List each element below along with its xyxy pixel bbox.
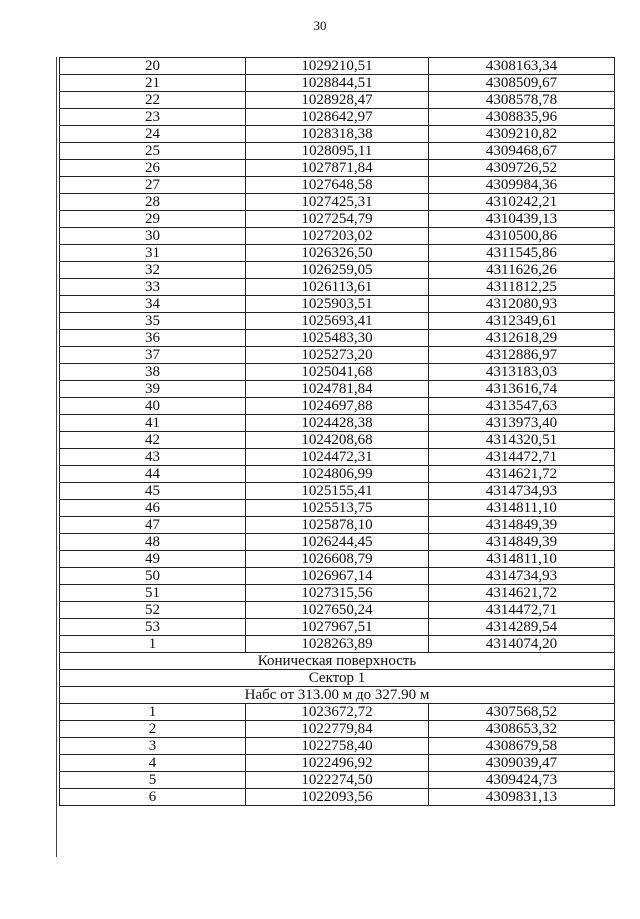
x-coordinate-cell: 1027254,79 — [246, 211, 429, 228]
table-row — [60, 619, 615, 636]
point-number-cell: 28 — [60, 194, 246, 211]
table-row — [60, 636, 615, 653]
y-coordinate-cell: 4312349,61 — [429, 313, 615, 330]
y-coordinate-cell: 4308163,34 — [429, 58, 615, 75]
point-number-cell: 5 — [60, 772, 246, 789]
point-number-cell: 27 — [60, 177, 246, 194]
x-coordinate-cell: 1027203,02 — [246, 228, 429, 245]
y-coordinate-cell: 4314849,39 — [429, 517, 615, 534]
x-coordinate-cell: 1022274,50 — [246, 772, 429, 789]
table-row — [60, 92, 615, 109]
point-number-cell: 39 — [60, 381, 246, 398]
point-number-cell: 1 — [60, 636, 246, 653]
point-number-cell: 32 — [60, 262, 246, 279]
y-coordinate-cell: 4314811,10 — [429, 551, 615, 568]
x-coordinate-cell: 1025273,20 — [246, 347, 429, 364]
table-row — [60, 500, 615, 517]
point-number-cell: 36 — [60, 330, 246, 347]
x-coordinate-cell: 1026259,05 — [246, 262, 429, 279]
y-coordinate-cell: 4314734,93 — [429, 483, 615, 500]
point-number-cell: 35 — [60, 313, 246, 330]
table-row — [60, 738, 615, 755]
y-coordinate-cell: 4314734,93 — [429, 568, 615, 585]
x-coordinate-cell: 1022758,40 — [246, 738, 429, 755]
x-coordinate-cell: 1027315,56 — [246, 585, 429, 602]
y-coordinate-cell: 4312886,97 — [429, 347, 615, 364]
y-coordinate-cell: 4311545,86 — [429, 245, 615, 262]
y-coordinate-cell: 4310439,13 — [429, 211, 615, 228]
table-row — [60, 211, 615, 228]
point-number-cell: 48 — [60, 534, 246, 551]
table-row — [60, 789, 615, 806]
y-coordinate-cell: 4309726,52 — [429, 160, 615, 177]
y-coordinate-cell: 4313547,63 — [429, 398, 615, 415]
point-number-cell: 31 — [60, 245, 246, 262]
table-row — [60, 364, 615, 381]
y-coordinate-cell: 4313973,40 — [429, 415, 615, 432]
y-coordinate-cell: 4310500,86 — [429, 228, 615, 245]
point-number-cell: 29 — [60, 211, 246, 228]
section-title-row — [60, 653, 615, 670]
y-coordinate-cell: 4313616,74 — [429, 381, 615, 398]
table-row — [60, 534, 615, 551]
table-row — [60, 704, 615, 721]
point-number-cell: 47 — [60, 517, 246, 534]
point-number-cell: 37 — [60, 347, 246, 364]
point-number-cell: 50 — [60, 568, 246, 585]
x-coordinate-cell: 1028642,97 — [246, 109, 429, 126]
point-number-cell: 3 — [60, 738, 246, 755]
y-coordinate-cell: 4314289,54 — [429, 619, 615, 636]
table-row — [60, 109, 615, 126]
point-number-cell: 21 — [60, 75, 246, 92]
point-number-cell: 1 — [60, 704, 246, 721]
point-number-cell: 26 — [60, 160, 246, 177]
point-number-cell: 52 — [60, 602, 246, 619]
x-coordinate-cell: 1024428,38 — [246, 415, 429, 432]
table-row — [60, 313, 615, 330]
table-row — [60, 415, 615, 432]
y-coordinate-cell: 4308653,32 — [429, 721, 615, 738]
table-row — [60, 228, 615, 245]
x-coordinate-cell: 1027871,84 — [246, 160, 429, 177]
y-coordinate-cell: 4314472,71 — [429, 602, 615, 619]
x-coordinate-cell: 1026326,50 — [246, 245, 429, 262]
table-row — [60, 143, 615, 160]
x-coordinate-cell: 1029210,51 — [246, 58, 429, 75]
y-coordinate-cell: 4314849,39 — [429, 534, 615, 551]
table-row — [60, 177, 615, 194]
point-number-cell: 4 — [60, 755, 246, 772]
table-row — [60, 126, 615, 143]
x-coordinate-cell: 1028844,51 — [246, 75, 429, 92]
y-coordinate-cell: 4308835,96 — [429, 109, 615, 126]
x-coordinate-cell: 1027650,24 — [246, 602, 429, 619]
y-coordinate-cell: 4311626,26 — [429, 262, 615, 279]
point-number-cell: 22 — [60, 92, 246, 109]
table-row — [60, 466, 615, 483]
y-coordinate-cell: 4311812,25 — [429, 279, 615, 296]
y-coordinate-cell: 4309831,13 — [429, 789, 615, 806]
y-coordinate-cell: 4309984,36 — [429, 177, 615, 194]
y-coordinate-cell: 4313183,03 — [429, 364, 615, 381]
x-coordinate-cell: 1027648,58 — [246, 177, 429, 194]
table-row — [60, 585, 615, 602]
point-number-cell: 51 — [60, 585, 246, 602]
point-number-cell: 42 — [60, 432, 246, 449]
x-coordinate-cell: 1022496,92 — [246, 755, 429, 772]
point-number-cell: 49 — [60, 551, 246, 568]
point-number-cell: 20 — [60, 58, 246, 75]
table-row — [60, 194, 615, 211]
section-title: Коническая поверхность — [60, 653, 615, 670]
x-coordinate-cell: 1028318,38 — [246, 126, 429, 143]
y-coordinate-cell: 4308509,67 — [429, 75, 615, 92]
margin-rule — [56, 57, 57, 857]
table-row — [60, 245, 615, 262]
table-row — [60, 568, 615, 585]
table-row — [60, 296, 615, 313]
x-coordinate-cell: 1025903,51 — [246, 296, 429, 313]
table-row — [60, 58, 615, 75]
x-coordinate-cell: 1026967,14 — [246, 568, 429, 585]
table-row — [60, 381, 615, 398]
y-coordinate-cell: 4314074,20 — [429, 636, 615, 653]
point-number-cell: 53 — [60, 619, 246, 636]
point-number-cell: 44 — [60, 466, 246, 483]
y-coordinate-cell: 4312080,93 — [429, 296, 615, 313]
x-coordinate-cell: 1027425,31 — [246, 194, 429, 211]
table-row — [60, 347, 615, 364]
table-row — [60, 551, 615, 568]
y-coordinate-cell: 4314320,51 — [429, 432, 615, 449]
point-number-cell: 30 — [60, 228, 246, 245]
y-coordinate-cell: 4314472,71 — [429, 449, 615, 466]
x-coordinate-cell: 1026244,45 — [246, 534, 429, 551]
table-row — [60, 449, 615, 466]
coordinates-table-body-part1 — [60, 58, 615, 653]
x-coordinate-cell: 1026113,61 — [246, 279, 429, 296]
x-coordinate-cell: 1028095,11 — [246, 143, 429, 160]
coordinates-table-body-part2 — [60, 704, 615, 806]
x-coordinate-cell: 1024472,31 — [246, 449, 429, 466]
point-number-cell: 38 — [60, 364, 246, 381]
page-number: 30 — [313, 18, 327, 33]
table-row — [60, 772, 615, 789]
table-row — [60, 279, 615, 296]
y-coordinate-cell: 4314621,72 — [429, 466, 615, 483]
point-number-cell: 2 — [60, 721, 246, 738]
height-range-row — [60, 687, 615, 704]
x-coordinate-cell: 1024208,68 — [246, 432, 429, 449]
point-number-cell: 43 — [60, 449, 246, 466]
point-number-cell: 40 — [60, 398, 246, 415]
x-coordinate-cell: 1024697,88 — [246, 398, 429, 415]
table-row — [60, 755, 615, 772]
table-row — [60, 483, 615, 500]
table-row — [60, 398, 615, 415]
section-header-group — [60, 653, 615, 704]
x-coordinate-cell: 1028928,47 — [246, 92, 429, 109]
y-coordinate-cell: 4309039,47 — [429, 755, 615, 772]
x-coordinate-cell: 1025041,68 — [246, 364, 429, 381]
y-coordinate-cell: 4312618,29 — [429, 330, 615, 347]
table-row — [60, 432, 615, 449]
x-coordinate-cell: 1028263,89 — [246, 636, 429, 653]
point-number-cell: 33 — [60, 279, 246, 296]
table-row — [60, 517, 615, 534]
y-coordinate-cell: 4314811,10 — [429, 500, 615, 517]
coordinates-table — [59, 57, 615, 806]
height-range: Набс от 313.00 м до 327.90 м — [60, 687, 615, 704]
x-coordinate-cell: 1025693,41 — [246, 313, 429, 330]
x-coordinate-cell: 1023672,72 — [246, 704, 429, 721]
sector-title-row — [60, 670, 615, 687]
point-number-cell: 41 — [60, 415, 246, 432]
table-row — [60, 75, 615, 92]
point-number-cell: 23 — [60, 109, 246, 126]
x-coordinate-cell: 1025155,41 — [246, 483, 429, 500]
x-coordinate-cell: 1025513,75 — [246, 500, 429, 517]
y-coordinate-cell: 4309210,82 — [429, 126, 615, 143]
point-number-cell: 25 — [60, 143, 246, 160]
point-number-cell: 6 — [60, 789, 246, 806]
x-coordinate-cell: 1026608,79 — [246, 551, 429, 568]
x-coordinate-cell: 1022779,84 — [246, 721, 429, 738]
x-coordinate-cell: 1025483,30 — [246, 330, 429, 347]
x-coordinate-cell: 1024781,84 — [246, 381, 429, 398]
x-coordinate-cell: 1027967,51 — [246, 619, 429, 636]
table-row — [60, 721, 615, 738]
x-coordinate-cell: 1022093,56 — [246, 789, 429, 806]
x-coordinate-cell: 1025878,10 — [246, 517, 429, 534]
sector-title: Сектор 1 — [60, 670, 615, 687]
table-row — [60, 160, 615, 177]
point-number-cell: 45 — [60, 483, 246, 500]
y-coordinate-cell: 4314621,72 — [429, 585, 615, 602]
point-number-cell: 34 — [60, 296, 246, 313]
y-coordinate-cell: 4307568,52 — [429, 704, 615, 721]
y-coordinate-cell: 4308679,58 — [429, 738, 615, 755]
table-row — [60, 262, 615, 279]
table-row — [60, 330, 615, 347]
x-coordinate-cell: 1024806,99 — [246, 466, 429, 483]
y-coordinate-cell: 4309468,67 — [429, 143, 615, 160]
table-row — [60, 602, 615, 619]
y-coordinate-cell: 4309424,73 — [429, 772, 615, 789]
point-number-cell: 46 — [60, 500, 246, 517]
y-coordinate-cell: 4310242,21 — [429, 194, 615, 211]
y-coordinate-cell: 4308578,78 — [429, 92, 615, 109]
point-number-cell: 24 — [60, 126, 246, 143]
